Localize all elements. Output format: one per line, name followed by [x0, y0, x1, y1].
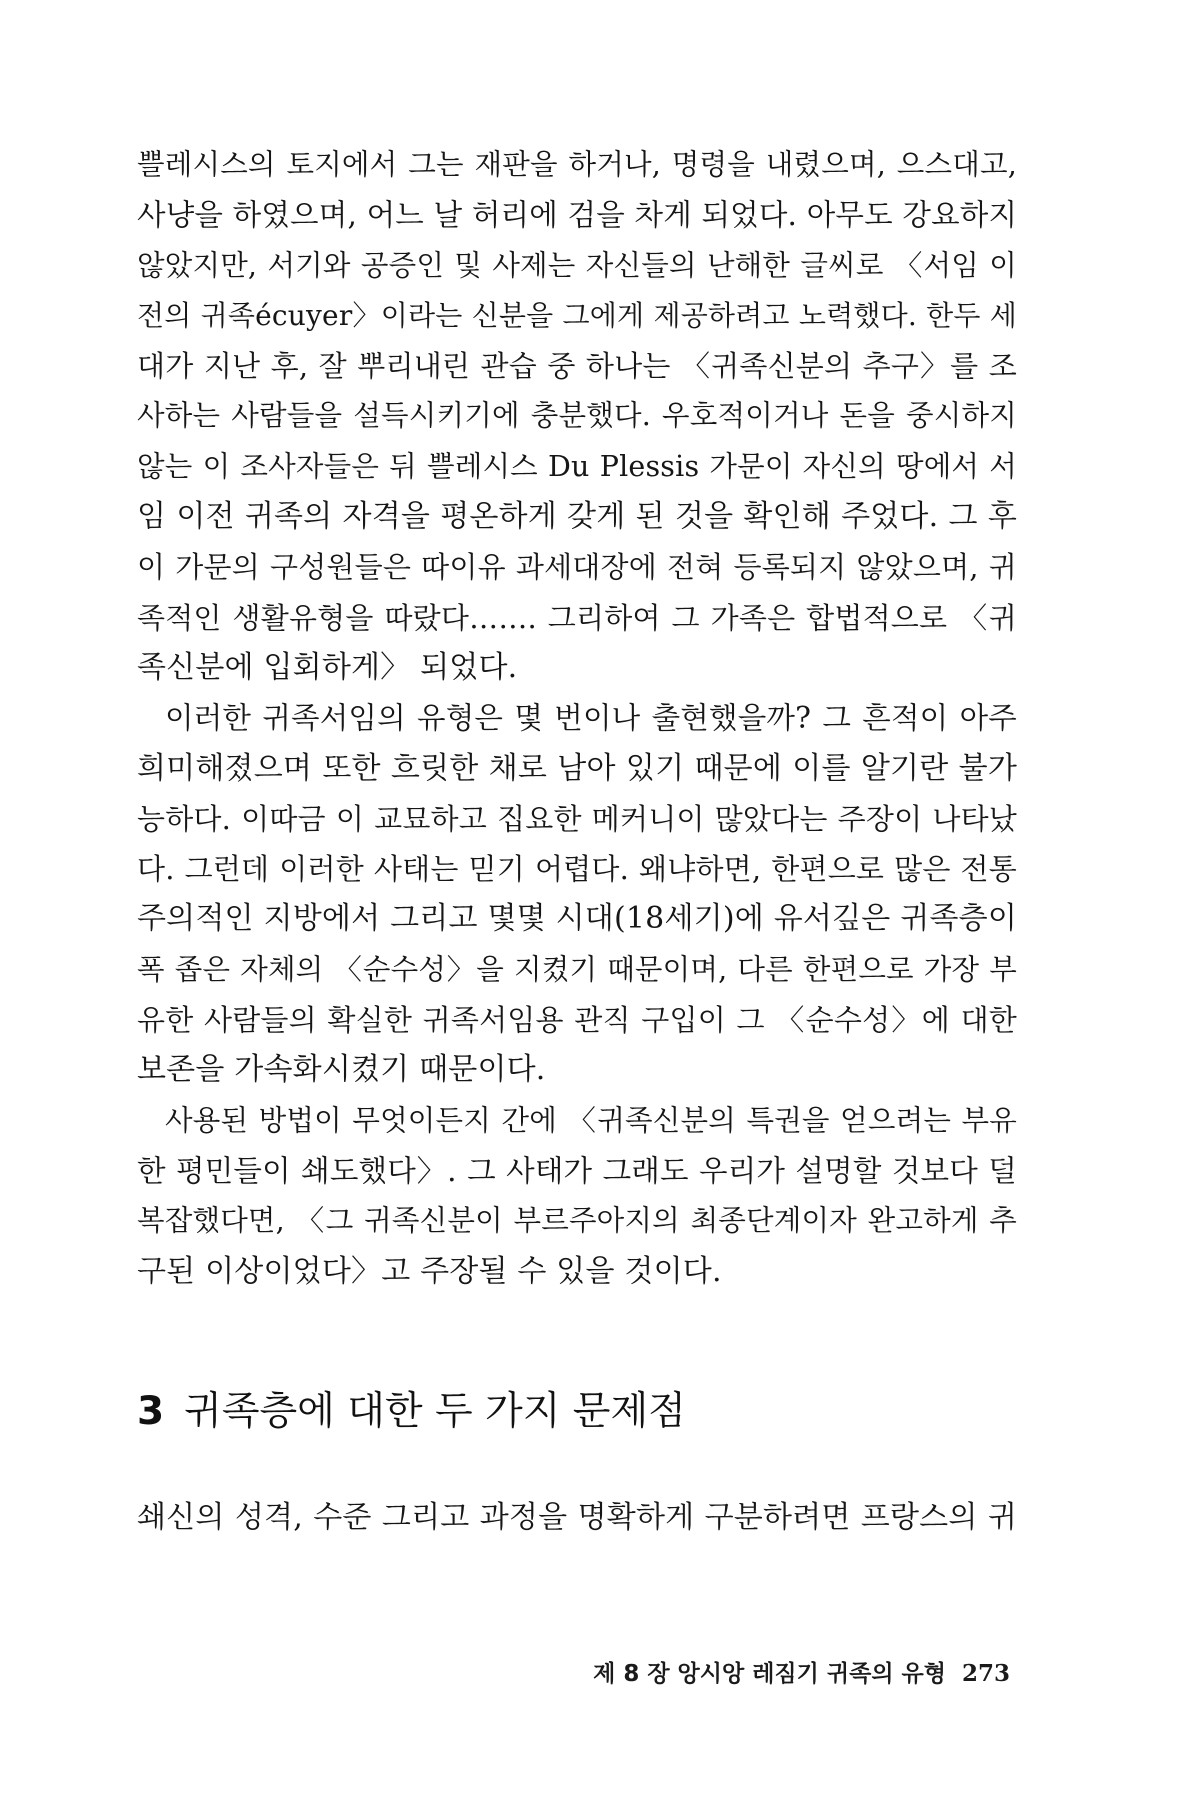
body-line: 한 평민들이 쇄도했다〉. 그 사태가 그래도 우리가 설명할 것보다 덜	[137, 1153, 1017, 1188]
section-body	[137, 1493, 1017, 1543]
body-line: 희미해졌으며 또한 흐릿한 채로 남아 있기 때문에 이를 알기란 불가	[137, 750, 1017, 786]
body-line: 이 가문의 구성원들은 따이유 과세대장에 전혀 등록되지 않았으며, 귀	[137, 550, 1017, 585]
body-line: 임 이전 귀족의 자격을 평온하게 갖게 된 것을 확인해 주었다. 그 후	[137, 499, 1017, 535]
body-line: 구된 이상이었다〉고 주장될 수 있을 것이다.	[137, 1253, 722, 1289]
body-line: 않는 이 조사자들은 뒤 쁠레시스 Du Plessis 가문이 자신의 땅에서 서	[137, 449, 1017, 483]
body-line: 다. 그런데 이러한 사태는 믿기 어렵다. 왜냐하면, 한편으로 많은 전통	[137, 852, 1017, 887]
body-line: 주의적인 지방에서 그리고 몇몇 시대(18세기)에 유서깊은 귀족층이	[137, 901, 1017, 937]
body-line: 않았지만, 서기와 공증인 및 사제는 자신들의 난해한 글씨로 〈서임 이	[137, 248, 1017, 282]
body-line: 능하다. 이따금 이 교묘하고 집요한 메커니이 많았다는 주장이 나타났	[137, 801, 1017, 836]
body-line: 족신분에 입회하게〉 되었다.	[137, 649, 518, 685]
section-title: 귀족층에 대한 두 가지 문제점	[184, 1389, 686, 1434]
body-line: 족적인 생활유형을 따랐다……. 그리하여 그 가족은 합법적으로 〈귀	[137, 600, 1017, 635]
body-line: 폭 좁은 자체의 〈순수성〉을 지켰기 때문이며, 다른 한편으로 가장 부	[137, 952, 1017, 986]
section-heading	[137, 1382, 686, 1442]
body-line: 복잡했다면, 〈그 귀족신분이 부르주아지의 최종단계이자 완고하게 추	[137, 1204, 1017, 1238]
body-line: 사냥을 하였으며, 어느 날 허리에 검을 차게 되었다. 아무도 강요하지	[137, 198, 1018, 233]
body-line: 쇄신의 성격, 수준 그리고 과정을 명확하게 구분하려면 프랑스의 귀	[137, 1500, 1017, 1535]
section-number: 3	[137, 1389, 165, 1434]
body-line: 대가 지난 후, 잘 뿌리내린 관습 중 하나는 〈귀족신분의 추구〉를 조	[137, 349, 1017, 384]
body-text	[137, 140, 1017, 1297]
body-line: 쁠레시스의 토지에서 그는 재판을 하거나, 명령을 내렸으며, 으스대고,	[137, 148, 1017, 181]
body-line: 전의 귀족écuyer〉이라는 신분을 그에게 제공하려고 노력했다. 한두 세	[137, 298, 1017, 332]
body-line: 사하는 사람들을 설득시키기에 충분했다. 우호적이거나 돈을 중시하지	[137, 399, 1017, 433]
body-line: 사용된 방법이 무엇이든지 간에 〈귀족신분의 특권을 얻으려는 부유	[165, 1103, 1017, 1137]
body-line: 이러한 귀족서임의 유형은 몇 번이나 출현했을까? 그 흔적이 아주	[165, 701, 1017, 736]
body-line: 유한 사람들의 확실한 귀족서임용 관직 구입이 그 〈순수성〉에 대한	[137, 1003, 1017, 1038]
running-footer	[593, 1655, 1010, 1688]
chapter-title: 제 8 장 앙시앙 레짐기 귀족의 유형	[593, 1661, 946, 1687]
page-number: 273	[961, 1660, 1010, 1687]
body-line: 보존을 가속화시켰기 때문이다.	[137, 1052, 546, 1088]
